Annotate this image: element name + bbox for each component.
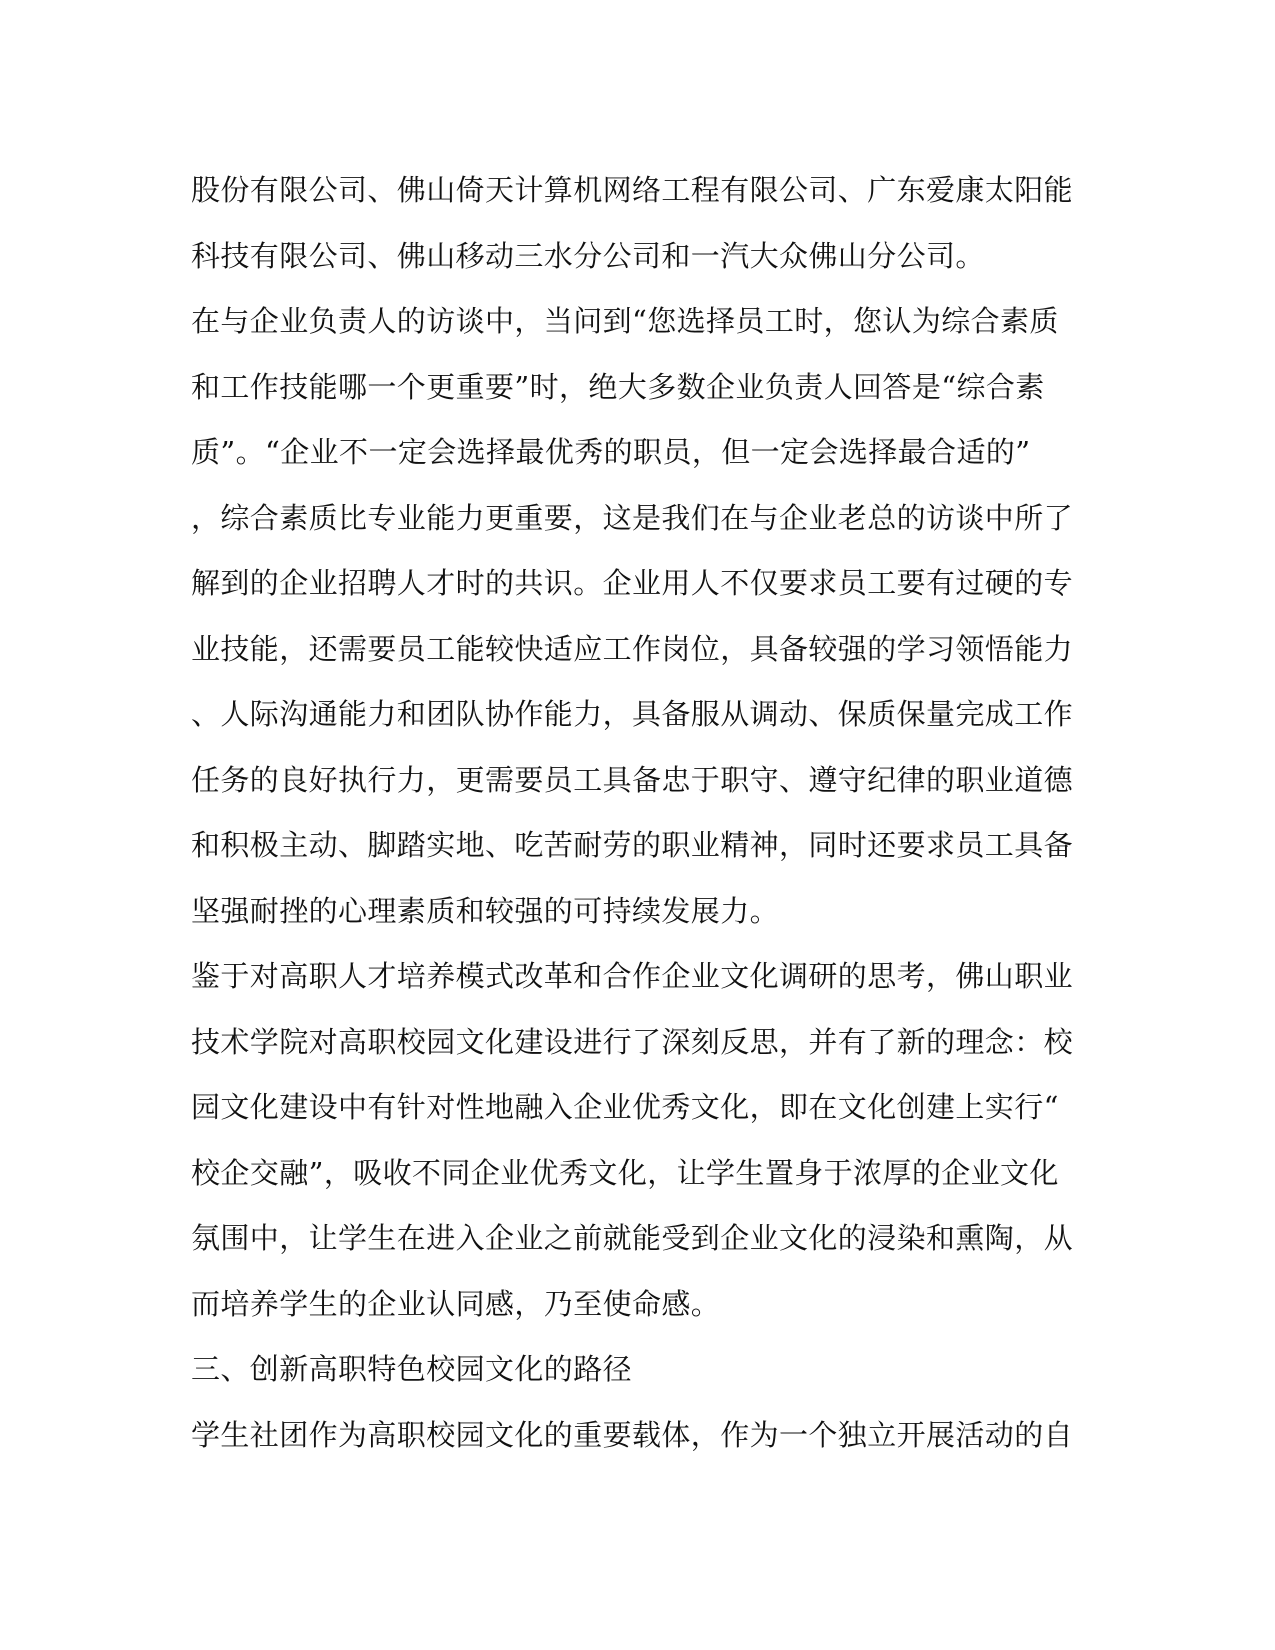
text-line: 而培养学生的企业认同感，乃至使命感。: [191, 1286, 721, 1321]
text-line: 学生社团作为高职校园文化的重要载体，作为一个独立开展活动的自: [191, 1417, 1074, 1452]
text-line: 坚强耐挫的心理素质和较强的可持续发展力。: [191, 893, 780, 928]
text-line: 校企交融”，吸收不同企业优秀文化，让学生置身于浓厚的企业文化: [191, 1155, 1059, 1190]
text-line: 和工作技能哪一个更重要”时，绝大多数企业负责人回答是“综合素: [191, 369, 1045, 404]
text-line: 解到的企业招聘人才时的共识。企业用人不仅要求员工要有过硬的专: [191, 566, 1074, 600]
text-line: 和积极主动、脚踏实地、吃苦耐劳的职业精神，同时还要求员工具备: [191, 828, 1074, 862]
text-line: 鉴于对高职人才培养模式改革和合作企业文化调研的思考，佛山职业: [191, 959, 1074, 993]
text-line: ，综合素质比专业能力更重要，这是我们在与企业老总的访谈中所了: [191, 500, 1074, 535]
text-line: 股份有限公司、佛山倚天计算机网络工程有限公司、广东爱康太阳能: [191, 173, 1074, 207]
text-line: 技术学院对高职校园文化建设进行了深刻反思，并有了新的理念：校: [191, 1024, 1074, 1059]
text-line: 业技能，还需要员工能较快适应工作岗位，具备较强的学习领悟能力: [191, 631, 1074, 666]
text-line: 园文化建设中有针对性地融入企业优秀文化，即在文化创建上实行“: [191, 1090, 1059, 1124]
text-line: 质”。“企业不一定会选择最优秀的职员，但一定会选择最合适的”: [191, 435, 1031, 469]
text-line: 任务的良好执行力，更需要员工具备忠于职守、遵守纪律的职业道德: [191, 762, 1074, 797]
text-line: 、人际沟通能力和团队协作能力，具备服从调动、保质保量完成工作: [191, 697, 1074, 731]
text-line: 氛围中，让学生在进入企业之前就能受到企业文化的浸染和熏陶，从: [191, 1221, 1074, 1255]
document-body: [191, 158, 1074, 1468]
text-line: 科技有限公司、佛山移动三水分公司和一汽大众佛山分公司。: [191, 238, 985, 273]
section-heading: 三、创新高职特色校园文化的路径: [191, 1352, 633, 1386]
text-line: 在与企业负责人的访谈中，当问到“您选择员工时，您认为综合素质: [191, 304, 1059, 338]
